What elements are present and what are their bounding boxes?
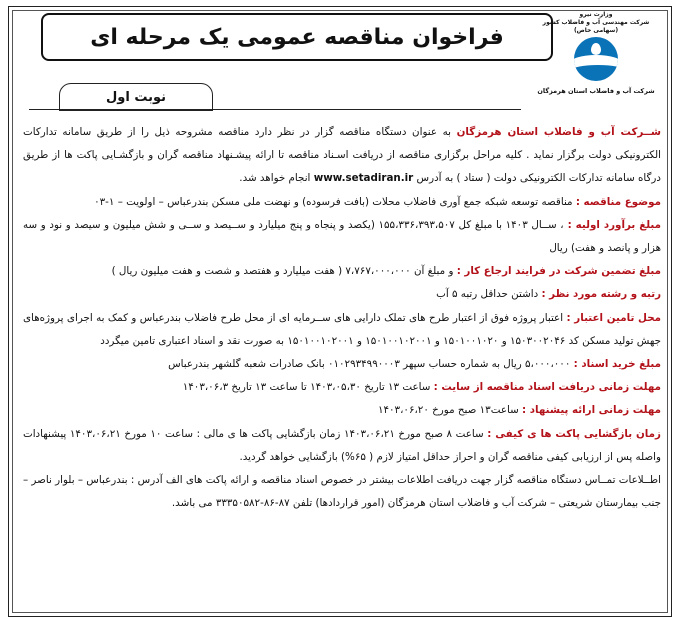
title-box [41,13,553,61]
grade-value: داشتن حداقل رتبه ۵ آب [436,288,542,301]
guarantee-label: مبلغ تضمین شرکت در فرایند ارجاع کار : [456,265,661,278]
page-title: فراخوان مناقصه عمومی یک مرحله ای [90,24,504,50]
intro-text-2: انجام خواهد شد. [239,172,314,185]
logo-ministry-text: وزارت نیرو [579,11,613,18]
intro-text-1: به عنوان دستگاه مناقصه گزار در نظر دارد مناقصه مشروحه ذیل را از طریق سامانه تدارکات الکترونیکی دولت برگزار نماید . کلیه مراحل برگزاری مناقصه از دریافت اسـناد مناقصه تا ارائه پیشـنهاد مناقصه گران و بازگشـایی پاکت ها از طریق درگاه سامانه تدارکات الکترونیکی دولت ( ستاد ) به آدرس [23,126,661,185]
funding-row [23,307,661,353]
subject-value: مناقصه توسعه شبکه جمع آوری فاضلاب محلات (بافت فرسوده) و نهضت ملی مسکن بندرعباس – اولویت – ۱-۰۳ [94,195,576,208]
logo-company-name: شرکت آب و فاضلاب استان هرمزگان [537,87,655,95]
website-link[interactable]: www.setadiran.ir [313,172,414,185]
logo-company-top-text: شرکت مهندسی آب و فاضلاب کشور [542,19,650,26]
grade-label: رتبه و رشته مورد نظر : [541,288,661,301]
water-drop-icon [574,37,618,81]
purchase-row [23,353,661,376]
subject-label: موضوع مناقصه : [575,195,661,208]
submit-deadline-row [23,399,661,422]
purchase-value: ۵،۰۰۰،۰۰۰ ریال به شماره حساب سپهر ۰۱۰۲۹۳۴۹۹۰۰۰۳ بانک صادرات شعبه گلشهر بندرعباس [168,358,574,371]
purchase-label: مبلغ خرید اسناد : [573,358,661,371]
funding-label: محل تامین اعتبار : [566,311,662,324]
round-label: نوبت اول [59,83,213,111]
company-logo [531,11,661,101]
submit-deadline-value: ساعت۱۳ صبح مورخ ۱۴۰۳،۰۶،۲۰ [377,404,523,417]
notice-body [23,121,661,515]
company-name: شــرکت آب و فاضلاب استان هرمزگان [456,126,661,138]
guarantee-value: و مبلغ آن ۷،۷۶۷،۰۰۰،۰۰۰ ( هفت میلیارد و هفتصد و شصت و هفت میلیون ریال ) [111,265,457,278]
receive-deadline-value: ساعت ۱۳ تاریخ ۱۴۰۳،۰۵،۳۰ تا ساعت ۱۳ تاریخ ۱۴۰۳،۰۶،۳ [182,381,434,394]
contact-value: اطــلاعات تمــاس دستگاه مناقصه گزار جهت دریافت اطلاعات بیشتر در خصوص اسناد مناقصه و ارائه پاکت های الف آدرس : بندرعباس – بلوار ناصر – جنب بیمارستان شریعتی – شرکت آب و فاضلاب استان هرمزگان (امور قراردادها) تلفن ۸۷-۸۶-۳۳۳۵۰۵۸۲ می باشد. [23,474,661,510]
opening-row [23,423,661,469]
opening-value: ساعت ۸ صبح مورخ ۱۴۰۳،۰۶،۲۱ زمان بازگشایی پاکت ها ی مالی : ساعت ۱۰ مورخ ۱۴۰۳،۰۶،۲۱ پیشنهادات واصله پس از ارزیابی کیفی مناقصه گران و احراز حداقل امتیاز لازم ( ۶۵%) بازگشایی خواهد گردید. [23,427,661,463]
receive-deadline-row [23,376,661,399]
estimate-label: مبلغ برآورد اولیه : [563,218,662,231]
estimate-row [23,214,661,260]
submit-deadline-label: مهلت زمانی ارائه پیشنهاد : [522,404,661,417]
logo-company-type-text: (سهامی خاص) [573,27,619,34]
divider [29,109,521,110]
grade-row [23,283,661,306]
estimate-value: ، ســال ۱۴۰۳ با مبلغ کل ۱۵۵،۳۳۶،۳۹۳،۵۰۷ (یکصد و پنجاه و پنج میلیارد و ســیصد و ســی و شش میلیون و سیصد و نود و سه هزار و پانصد و هفت) ریال [23,218,661,255]
contact-row [23,469,661,515]
receive-deadline-label: مهلت زمانی دریافت اسناد مناقصه از سایت : [433,381,661,394]
guarantee-row [23,260,661,283]
funding-value: اعتبار پروژه فوق از اعتبار طرح های تملک دارایی های ســرمایه ای از محل طرح فاضلاب بندرعباس و کمک به اجرای پروژه‌های جهش تولید مسکن کد ۱۵۰۳۰۰۲۰۴۶ و ۱۵۰۱۰۰۱۰۲۰ و ۱۵۰۱۰۰۱۰۲۰۰۱ و ۱۵۰۱۰۰۱۰۲۰۰۱ به صورت نقد و اسناد اعتباری تامین میگردد [23,311,661,347]
subject-row [23,191,661,214]
intro-paragraph [23,121,661,191]
notice-frame [8,6,672,617]
opening-label: زمان بازگشایی پاکت ها ی کیفی : [487,427,661,440]
